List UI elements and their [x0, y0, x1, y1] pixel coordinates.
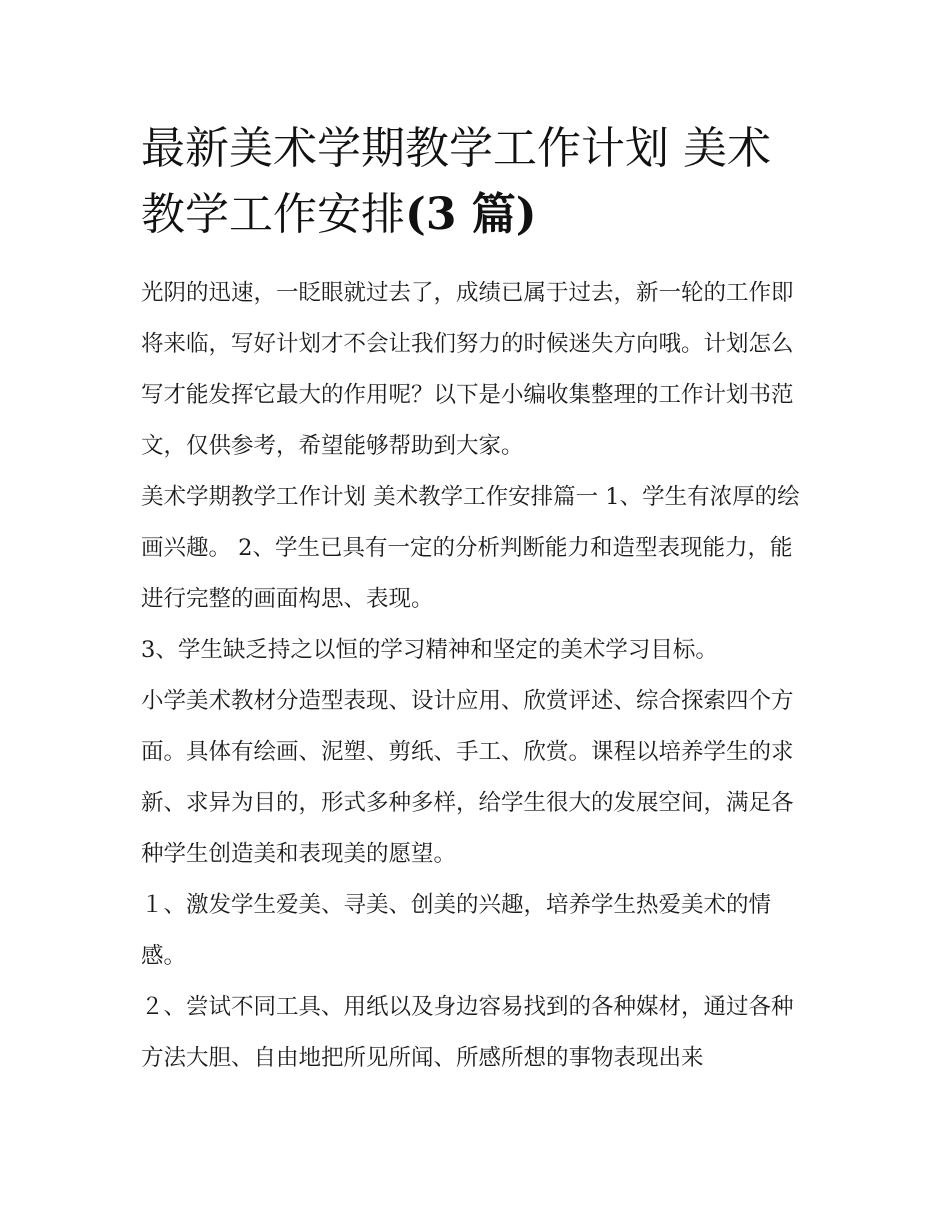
document-title — [141, 116, 813, 248]
paragraph-students: 美术学期教学工作计划 美术教学工作安排篇一 1、学生有浓厚的绘画兴趣。 2、学生已具有一定的分析判断能力和造型表现能力，能进行完整的画面构思、表现。 — [141, 484, 800, 612]
paragraph-student-weakness: 3、学生缺乏持之以恒的学习精神和坚定的美术学习目标。 — [141, 637, 718, 663]
title-text: 最新美术学期教学工作计划 美术教学工作安排 — [141, 123, 771, 240]
title-count: (3 篇) — [405, 189, 537, 240]
paragraph-textbook: 小学美术教材分造型表现、设计应用、欣赏评述、综合探索四个方面。具体有绘画、泥塑、剪纸、手工、欣赏。课程以培养学生的求新、求异为目的，形式多种多样，给学生很大的发展空间，满足各种学生创造美和表现美的愿望。 — [141, 688, 794, 867]
paragraph-goal-2: ２、尝试不同工具、用纸以及身边容易找到的各种媒材，通过各种方法大胆、自由地把所见所闻、所感所想的事物表现出来 — [141, 994, 794, 1071]
paragraph-goal-1: １、激发学生爱美、寻美、创美的兴趣，培养学生热爱美术的情感。 — [141, 892, 772, 969]
document-content — [141, 116, 813, 1084]
paragraph-intro: 光阴的迅速，一眨眼就过去了，成绩已属于过去，新一轮的工作即将来临，写好计划才不会让我们努力的时候迷失方向哦。计划怎么写才能发挥它最大的作用呢？以下是小编收集整理的工作计划书范文，仅供参考，希望能够帮助到大家。 — [141, 280, 794, 459]
document-body — [141, 268, 813, 1084]
